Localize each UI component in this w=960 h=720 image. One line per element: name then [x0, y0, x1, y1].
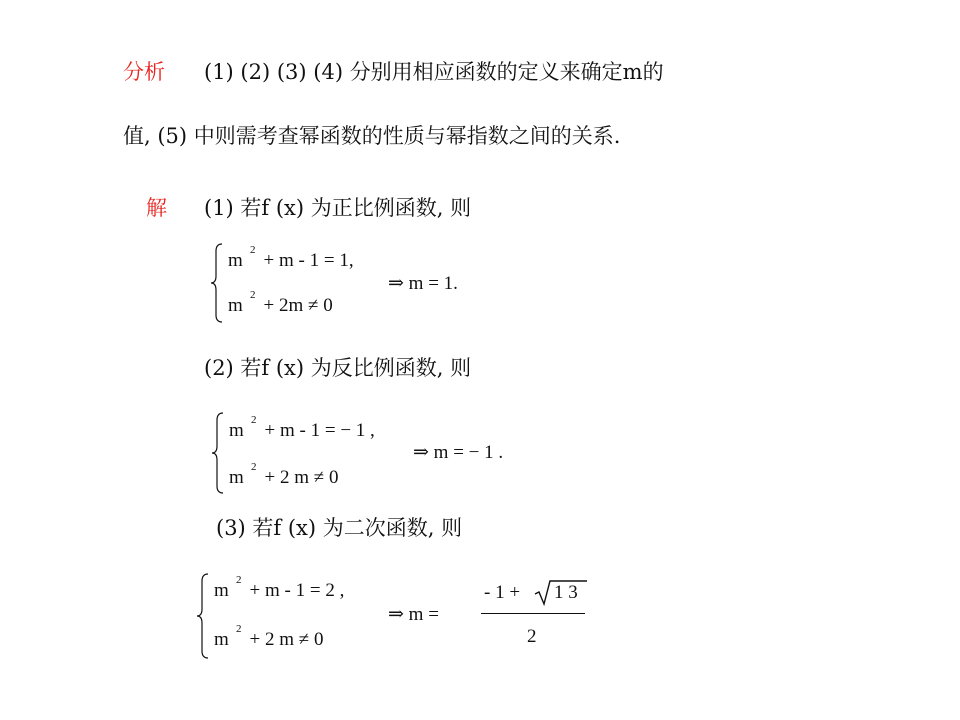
solution-label: 解	[146, 196, 167, 220]
part1-brace	[210, 243, 224, 323]
part3-eq1: m 2 + m - 1 = 2 ,	[214, 574, 345, 601]
part2-eq2: m 2 + 2 m ≠ 0	[229, 461, 339, 488]
part3-denominator: 2	[527, 626, 537, 647]
part2-heading: (2) 若f (x) 为反比例函数, 则	[204, 356, 472, 380]
part3-eq2: m 2 + 2 m ≠ 0	[214, 623, 324, 650]
part1-eq1: m 2 + m - 1 = 1,	[228, 244, 354, 271]
part3-numerator: - 1 +	[484, 582, 521, 603]
part1-heading: (1) 若f (x) 为正比例函数, 则	[204, 196, 472, 220]
analysis-label: 分析	[123, 60, 165, 84]
part3-radicand: 1 3	[554, 582, 578, 603]
part2-eq1: m 2 + m - 1 = − 1 ,	[229, 414, 375, 441]
part2-result: ⇒ m = − 1 .	[413, 442, 504, 463]
part2-brace	[211, 412, 225, 494]
part3-result-prefix: ⇒ m =	[388, 604, 439, 625]
fraction-bar	[481, 613, 585, 614]
part3-brace	[196, 573, 210, 659]
analysis-line-2: 值, (5) 中则需考查幂函数的性质与幂指数之间的关系.	[123, 124, 621, 148]
analysis-line-1: (1) (2) (3) (4) 分别用相应函数的定义来确定m的	[204, 60, 664, 84]
part3-heading: (3) 若f (x) 为二次函数, 则	[216, 516, 463, 540]
part1-eq2: m 2 + 2m ≠ 0	[228, 289, 333, 316]
part1-result: ⇒ m = 1.	[388, 273, 458, 294]
